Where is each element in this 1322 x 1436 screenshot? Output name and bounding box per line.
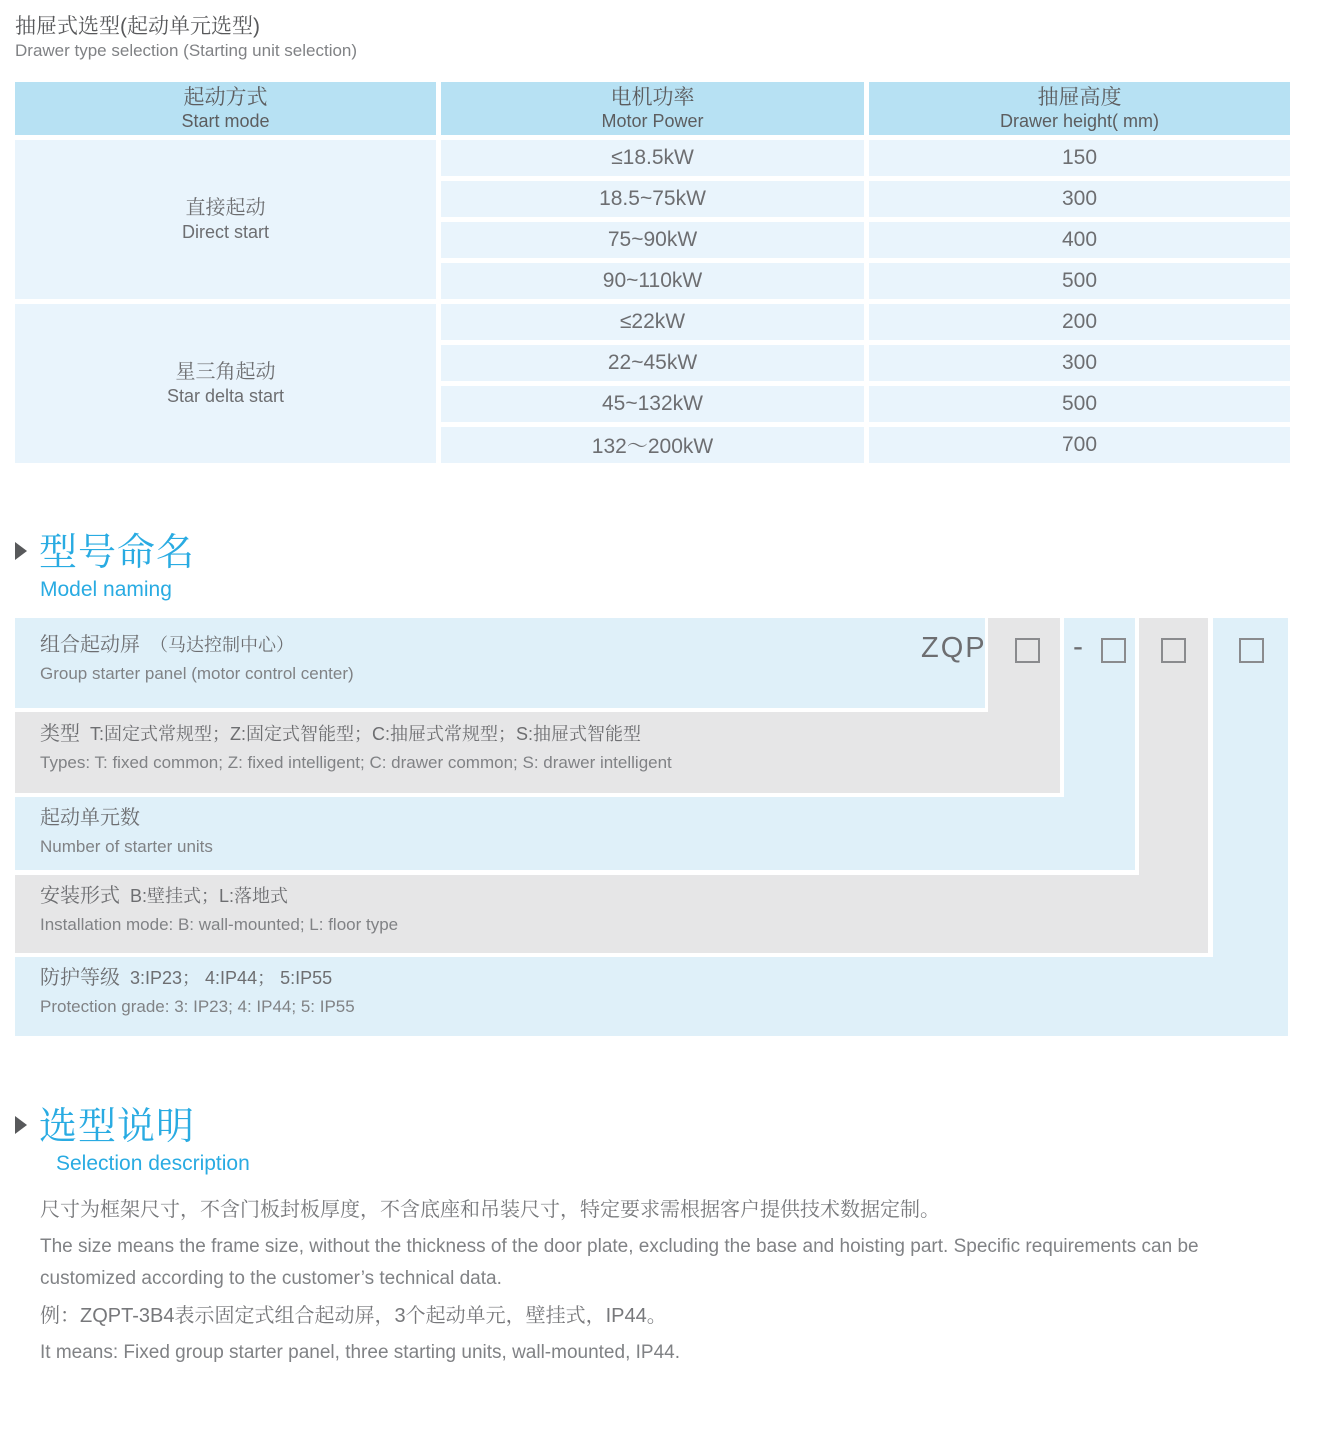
motor-power-cell: 132～200kW [441, 427, 864, 463]
description-line: It means: Fixed group starter panel, three starting units, wall-mounted, IP44. [40, 1342, 680, 1363]
header-label-zh: 抽屉高度 [1037, 86, 1122, 109]
heading-zh: 选型说明 [39, 1106, 196, 1148]
page-title-en: Drawer type selection (Starting unit selection) [15, 41, 358, 60]
model-code-strip [1213, 618, 1288, 1036]
model-code-box [1239, 638, 1264, 663]
naming-label-zh: 防护等级 [40, 967, 120, 989]
drawer-height-cell: 400 [869, 222, 1290, 258]
heading-en: Selection description [56, 1152, 250, 1175]
naming-label-zh: 组合起动屏 [40, 634, 140, 656]
description-line: The size means the frame size, without the thickness of the door plate, excluding the base and hoisting part. Specific requirements can be customized according to the customer’s technical data. [40, 1236, 1199, 1289]
header-label-zh: 起动方式 [183, 86, 268, 109]
header-label-en: Drawer height( mm) [999, 111, 1160, 131]
naming-detail-zh: 3:IP23； 4:IP44； 5:IP55 [130, 968, 333, 988]
drawer-height-cell: 300 [869, 181, 1290, 217]
naming-label-en: Installation mode: B: wall-mounted; L: floor type [40, 915, 399, 934]
column-header-start-mode [15, 82, 436, 135]
naming-detail-zh: T:固定式常规型；Z:固定式智能型；C:抽屉式常规型；S:抽屉式智能型 [90, 724, 642, 744]
drawer-height-cell: 300 [869, 345, 1290, 381]
motor-power-cell: 90~110kW [441, 263, 864, 299]
model-code-box [1161, 638, 1186, 663]
naming-row-text [40, 631, 354, 687]
naming-row-text [40, 964, 355, 1020]
heading-zh: 型号命名 [39, 532, 196, 574]
motor-power-cell: 18.5~75kW [441, 181, 864, 217]
drawer-height-cell: 700 [869, 427, 1290, 463]
naming-detail-zh: B:壁挂式；L:落地式 [130, 886, 289, 906]
header-label-en: Start mode [181, 111, 270, 131]
section-arrow-icon [15, 542, 27, 560]
header-label-en: Motor Power [601, 111, 704, 131]
naming-label-en: Number of starter units [40, 837, 213, 856]
naming-row-text [40, 882, 398, 938]
start-mode-cell [15, 140, 436, 299]
drawer-selection-table [15, 82, 1290, 463]
naming-label-zh: 类型 [40, 723, 80, 745]
naming-detail-zh: （马达控制中心） [150, 635, 294, 655]
naming-label-en: Types: T: fixed common; Z: fixed intelligent; C: drawer common; S: drawer intelligent [40, 753, 672, 772]
naming-label-en: Protection grade: 3: IP23; 4: IP44; 5: IP55 [40, 997, 355, 1016]
drawer-height-cell: 150 [869, 140, 1290, 176]
motor-power-cell: 22~45kW [441, 345, 864, 381]
motor-power-cell: 75~90kW [441, 222, 864, 258]
mode-label-zh: 直接起动 [185, 197, 266, 219]
description-line: 例：ZQPT-3B4表示固定式组合起动屏，3个起动单元，壁挂式，IP44。 [40, 1305, 667, 1327]
drawer-height-cell: 500 [869, 263, 1290, 299]
naming-label-zh: 起动单元数 [40, 807, 140, 829]
naming-label-zh: 安装形式 [40, 885, 120, 907]
naming-label-en: Group starter panel (motor control center) [40, 664, 354, 683]
drawer-height-cell: 500 [869, 386, 1290, 422]
mode-label-en: Direct start [181, 222, 269, 242]
selection-description-text [40, 1194, 1292, 1374]
model-code-dash: - [1073, 630, 1083, 663]
model-naming-heading [15, 521, 195, 576]
model-naming-diagram [15, 618, 1290, 1038]
model-prefix: ZQP [921, 632, 987, 664]
column-header-drawer-height [869, 82, 1290, 135]
naming-row-text [40, 804, 213, 860]
selection-description-heading [15, 1095, 195, 1150]
description-line: 尺寸为框架尺寸，不含门板封板厚度，不含底座和吊装尺寸，特定要求需根据客户提供技术数据定制。 [40, 1199, 940, 1221]
model-code-box [1015, 638, 1040, 663]
start-mode-cell [15, 304, 436, 463]
heading-en: Model naming [40, 578, 172, 601]
column-header-motor-power [441, 82, 864, 135]
section-arrow-icon [15, 1116, 27, 1134]
header-label-zh: 电机功率 [610, 86, 695, 109]
model-code-box [1101, 638, 1126, 663]
mode-label-zh: 星三角起动 [175, 361, 276, 383]
drawer-height-cell: 200 [869, 304, 1290, 340]
motor-power-cell: 45~132kW [441, 386, 864, 422]
model-code-strip [1139, 618, 1208, 953]
naming-row-text [40, 720, 672, 776]
motor-power-cell: ≤18.5kW [441, 140, 864, 176]
motor-power-cell: ≤22kW [441, 304, 864, 340]
mode-label-en: Star delta start [166, 386, 285, 406]
page-title-zh: 抽屉式选型(起动单元选型) [15, 15, 260, 38]
